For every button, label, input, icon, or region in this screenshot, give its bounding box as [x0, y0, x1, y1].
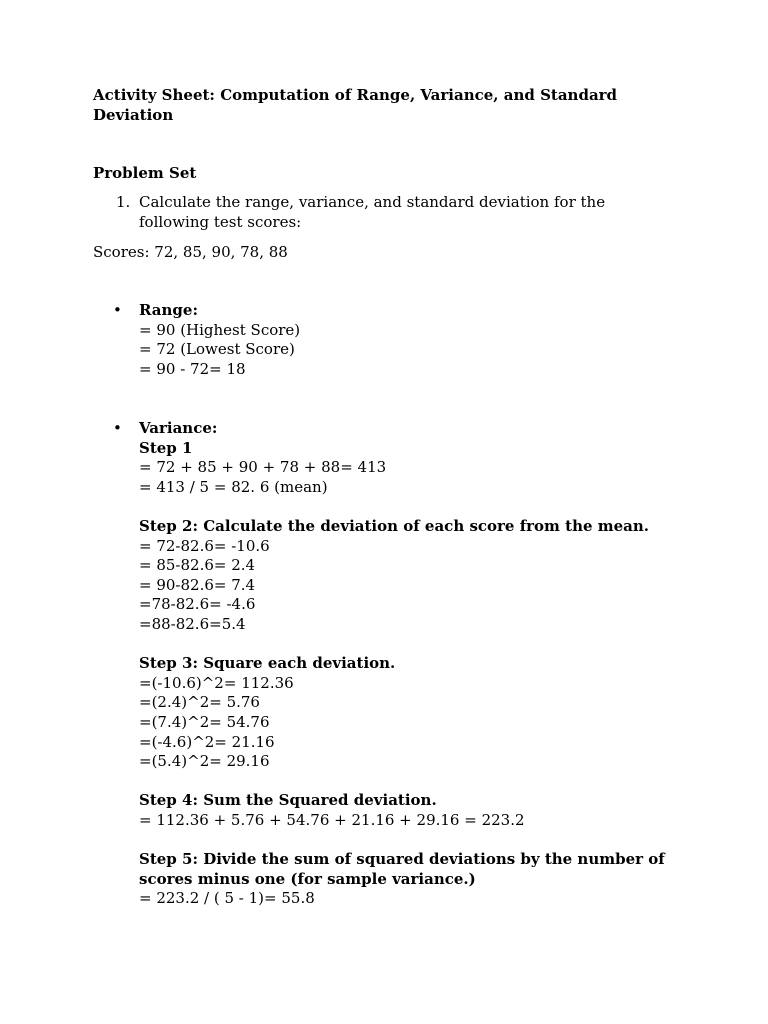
step4-line: = 112.36 + 5.76 + 54.76 + 21.16 + 29.16 = 223.2 [139, 810, 525, 829]
variance-heading: Variance: [139, 419, 218, 437]
spacer [139, 830, 719, 850]
range-line: = 72 (Lowest Score) [139, 340, 295, 359]
range-content [139, 301, 719, 379]
spacer [139, 635, 719, 655]
step2-line: =88-82.6=5.4 [139, 614, 246, 633]
range-line: = 90 - 72= 18 [139, 359, 246, 378]
step3-line: =(7.4)^2= 54.76 [139, 712, 270, 731]
problem-number: 1. [116, 193, 131, 211]
step3-line: =(5.4)^2= 29.16 [139, 752, 270, 771]
step1-line: = 413 / 5 = 82. 6 (mean) [139, 477, 328, 496]
step3-line: =(-4.6)^2= 21.16 [139, 732, 275, 751]
bullet-icon: • [113, 419, 122, 437]
step1-heading: Step 1 [139, 438, 193, 457]
document-title: Activity Sheet: Computation of Range, Variance, and Standard Deviation [93, 86, 618, 124]
step5-line: = 223.2 / ( 5 - 1)= 55.8 [139, 889, 315, 908]
step2-line: = 90-82.6= 7.4 [139, 575, 256, 594]
step1-line: = 72 + 85 + 90 + 78 + 88= 413 [139, 458, 387, 477]
step2-line: =78-82.6= -4.6 [139, 595, 256, 614]
step2-line: = 85-82.6= 2.4 [139, 556, 256, 575]
step2-line: = 72-82.6= -10.6 [139, 536, 270, 555]
step3-line: =(2.4)^2= 5.76 [139, 693, 260, 712]
range-heading: Range: [139, 301, 199, 319]
scores-line: Scores: 72, 85, 90, 78, 88 [93, 243, 288, 261]
step3-heading: Step 3: Square each deviation. [139, 654, 396, 673]
problem-text: Calculate the range, variance, and standard deviation for the following test scores: [139, 193, 606, 231]
spacer [139, 497, 719, 517]
step5-heading: Step 5: Divide the sum of squared deviations by the number of scores minus one (for sample variance.) [139, 850, 665, 888]
range-line: = 90 (Highest Score) [139, 320, 301, 339]
step2-heading: Step 2: Calculate the deviation of each score from the mean. [139, 516, 650, 535]
step4-heading: Step 4: Sum the Squared deviation. [139, 791, 437, 810]
problem-set-heading: Problem Set [93, 164, 197, 182]
spacer [139, 772, 719, 792]
bullet-icon: • [113, 301, 122, 319]
step3-line: =(-10.6)^2= 112.36 [139, 673, 294, 692]
variance-content [139, 419, 719, 909]
